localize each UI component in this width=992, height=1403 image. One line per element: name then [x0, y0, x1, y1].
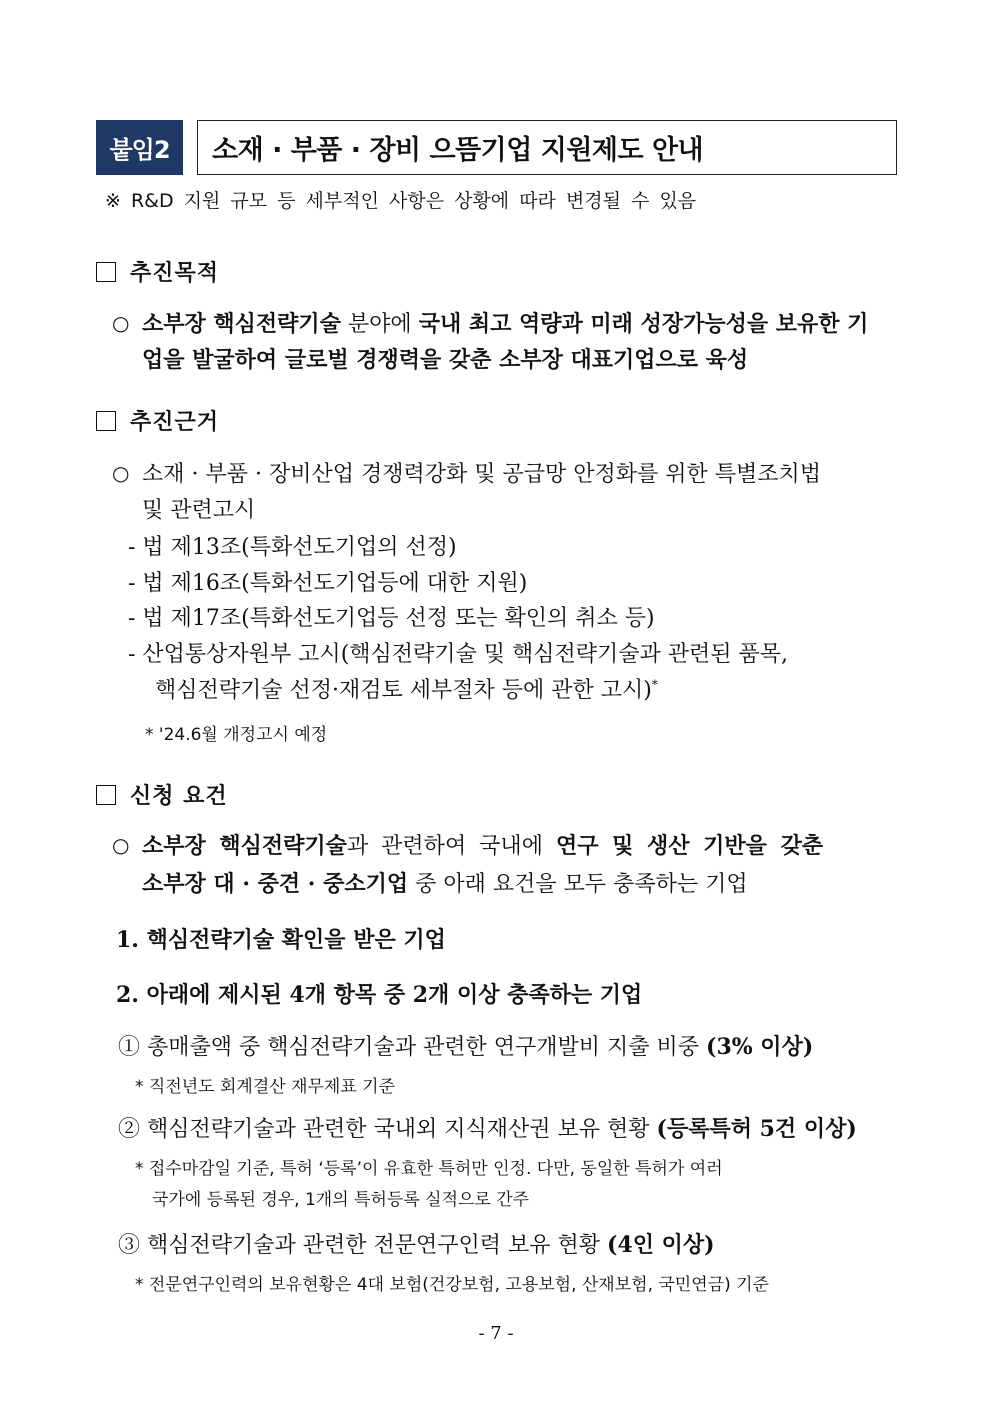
text: 분야에 [340, 312, 419, 337]
page-title: 소재 · 부품 · 장비 으뜸기업 지원제도 안내 [197, 120, 897, 175]
checkbox-square-icon [96, 785, 116, 805]
section-title: 추진목적 [130, 260, 220, 286]
basis-line-1: 소재 · 부품 · 장비산업 경쟁력강화 및 공급망 안정화를 위한 특별조치법 [142, 462, 821, 487]
purpose-line-1 [142, 307, 868, 338]
criterion-3 [118, 1228, 715, 1259]
bullet-circle-icon: ○ [112, 311, 130, 335]
attachment-tag: 붙임2 [96, 120, 183, 175]
criterion-2-note-continued: 국가에 등록된 경우, 1개의 특허등록 실적으로 간주 [152, 1190, 530, 1210]
bold-text: 연구 및 생산 기반을 갖춘 [555, 833, 824, 859]
attachment-header [96, 120, 897, 175]
requirements-line-2 [142, 867, 748, 898]
bold-text: 소부장 핵심전략기술 [142, 311, 341, 337]
list-item: - 법 제13조(특화선도기업의 선정) [128, 535, 457, 560]
text: 핵심전략기술과 관련한 전문연구인력 보유 현황 [147, 1233, 608, 1258]
bold-text: 소부장 대 · 중견 · 중소기업 [142, 871, 409, 897]
footnote-marker: * [651, 677, 658, 692]
section-title: 추진근거 [130, 409, 220, 435]
bullet-circle-icon: ○ [112, 461, 130, 485]
text: 핵심전략기술과 관련한 국내외 지식재산권 보유 현황 [147, 1117, 657, 1142]
criterion-2 [118, 1112, 857, 1143]
requirement-1: 1. 핵심전략기술 확인을 받은 기업 [116, 927, 446, 953]
bold-text: (등록특허 5건 이상) [656, 1116, 857, 1142]
requirements-line-1 [142, 829, 823, 860]
criterion-1-note: * 직전년도 회계결산 재무제표 기준 [135, 1077, 396, 1097]
section-heading-basis [96, 405, 219, 436]
criterion-1 [118, 1030, 813, 1061]
circled-number-1: ① [118, 1035, 141, 1060]
text: 총매출액 중 핵심전략기술과 관련한 연구개발비 지출 비중 [147, 1035, 707, 1060]
text: 과 관련하여 국내에 [346, 834, 556, 859]
page-number: - 7 - [478, 1323, 514, 1344]
list-item-continued [155, 673, 658, 704]
checkbox-square-icon [96, 411, 116, 431]
list-item: - 법 제17조(특화선도기업등 선정 또는 확인의 취소 등) [128, 606, 655, 631]
criterion-3-note: * 전문연구인력의 보유현황은 4대 보험(건강보험, 고용보험, 산재보험, 국민연금) 기준 [135, 1275, 769, 1295]
list-item: - 산업통상자원부 고시(핵심전략기술 및 핵심전략기술과 관련된 품목, [128, 642, 789, 667]
bold-text: (3% 이상) [706, 1034, 814, 1060]
bold-text: (4인 이상) [607, 1232, 715, 1258]
section-heading-requirements [96, 779, 228, 810]
basis-line-2: 및 관련고시 [142, 498, 256, 523]
text: 핵심전략기술 선정·재검토 세부절차 등에 관한 고시) [155, 678, 652, 703]
bullet-circle-icon: ○ [112, 833, 130, 857]
purpose-line-2: 업을 발굴하여 글로벌 경쟁력을 갖춘 소부장 대표기업으로 육성 [142, 347, 749, 373]
text: 중 아래 요건을 모두 충족하는 기업 [408, 872, 748, 897]
section-title: 신청 요건 [130, 783, 228, 809]
bold-text: 소부장 핵심전략기술 [142, 833, 347, 859]
criterion-2-note: * 접수마감일 기준, 특허 ‘등록’이 유효한 특허만 인정. 다만, 동일한 특허가 여러 [135, 1159, 723, 1179]
top-note: ※ R&D 지원 규모 등 세부적인 사항은 상황에 따라 변경될 수 있음 [105, 190, 697, 212]
footnote: * '24.6월 개정고시 예정 [145, 725, 328, 745]
bold-text: 국내 최고 역량과 미래 성장가능성을 보유한 기 [418, 311, 869, 337]
circled-number-2: ② [118, 1117, 141, 1142]
requirement-2: 2. 아래에 제시된 4개 항목 중 2개 이상 충족하는 기업 [116, 982, 643, 1008]
circled-number-3: ③ [118, 1233, 141, 1258]
list-item: - 법 제16조(특화선도기업등에 대한 지원) [128, 571, 528, 596]
checkbox-square-icon [96, 262, 116, 282]
section-heading-purpose [96, 256, 219, 287]
